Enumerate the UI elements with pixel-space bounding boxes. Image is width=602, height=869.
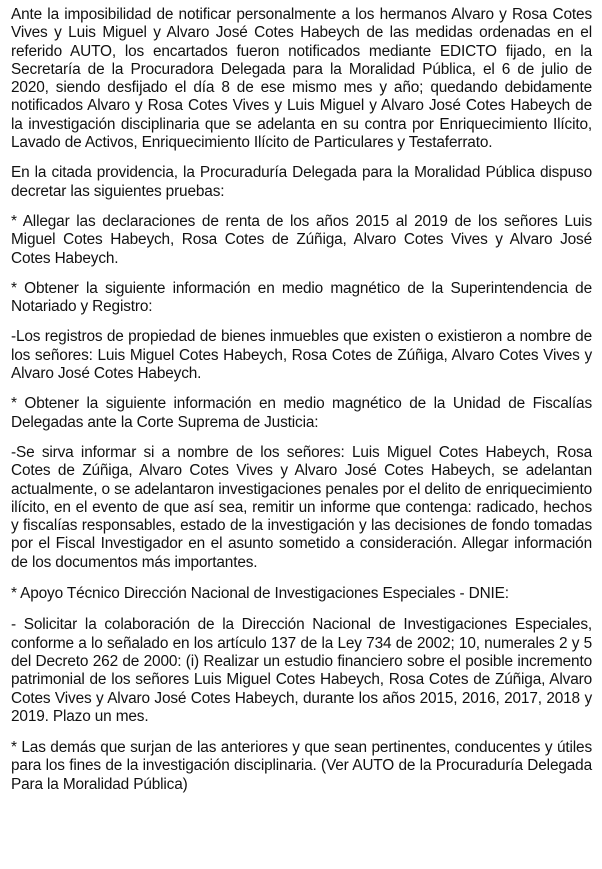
notification-paragraph: Ante la imposibilidad de notificar personalmente a los hermanos Alvaro y Rosa Cotes Vives y Luis Miguel y Alvaro José Cotes Habeych de las medidas ordenadas en el referido AUTO, los encartados fueron notificados mediante EDICTO fijado, en la Secretaría de la Procuradora Delegada para la Moralidad Pública, el 6 de julio de 2020, siendo desfijado el día 8 de ese mismo mes y año; quedando debidamente notificados Alvaro y Rosa Cotes Vives y Luis Miguel y Alvaro José Cotes Habeych de la investigación disciplinaria que se adelanta en su contra por Enriquecimiento Ilícito, Lavado de Activos, Enriquecimiento Ilícito de Particulares y Testaferrato. bbox=[11, 6, 592, 152]
property-records-subitem: -Los registros de propiedad de bienes inmuebles que existen o existieron a nombre de los señores: Luis Miguel Cotes Habeych, Rosa Cotes de Zúñiga, Alvaro Cotes Vives y Alvaro José Cotes Habeych. bbox=[11, 328, 592, 383]
notary-registry-item: * Obtener la siguiente información en medio magnético de la Superintendencia de Notariado y Registro: bbox=[11, 279, 592, 316]
tax-returns-item: * Allegar las declaraciones de renta de los años 2015 al 2019 de los señores Luis Miguel Cotes Habeych, Rosa Cotes de Zúñiga, Alvaro Cotes Vives y Alvaro José Cotes Habeych. bbox=[11, 212, 592, 267]
prosecutors-unit-item: * Obtener la siguiente información en medio magnético de la Unidad de Fiscalías Delegadas ante la Corte Suprema de Justicia: bbox=[11, 395, 592, 431]
other-evidence-item: * Las demás que surjan de las anteriores y que sean pertinentes, conducentes y útiles para los fines de la investigación disciplinaria. (Ver AUTO de la Procuraduría Delegada Para la Moralidad Pública) bbox=[11, 739, 592, 793]
criminal-investigations-subitem: -Se sirva informar si a nombre de los señores: Luis Miguel Cotes Habeych, Rosa Cotes de Zúñiga, Alvaro Cotes Vives y Alvaro José Cotes Habeych, se adelantan actualmente, o se adelantaron investigaciones penales por el delito de enriquecimiento ilícito, en el evento de que así sea, remitir un informe que contenga: radicado, hechos y fiscalías responsables, estado de la investigación y las decisiones de fondo tomadas por el Fiscal Investigador en el asunto sometido a consideración. Allegar información de los documentos más importantes. bbox=[11, 443, 592, 571]
dnie-support-item: * Apoyo Técnico Dirección Nacional de Investigaciones Especiales - DNIE: bbox=[11, 585, 509, 603]
evidence-intro-paragraph: En la citada providencia, la Procuraduría Delegada para la Moralidad Pública dispuso decretar las siguientes pruebas: bbox=[11, 164, 592, 200]
financial-study-subitem: - Solicitar la colaboración de la Dirección Nacional de Investigaciones Especiales, conforme a lo señalado en los artículo 137 de la Ley 734 de 2002; 10, numerales 2 y 5 del Decreto 262 de 2000: (i) Realizar un estudio financiero sobre el posible incremento patrimonial de los señores Luis Miguel Cotes Habeych, Rosa Cotes de Zúñiga, Alvaro Cotes Vives y Alvaro José Cotes Habeych, durante los años 2015, 2016, 2017, 2018 y 2019. Plazo un mes. bbox=[11, 616, 592, 725]
